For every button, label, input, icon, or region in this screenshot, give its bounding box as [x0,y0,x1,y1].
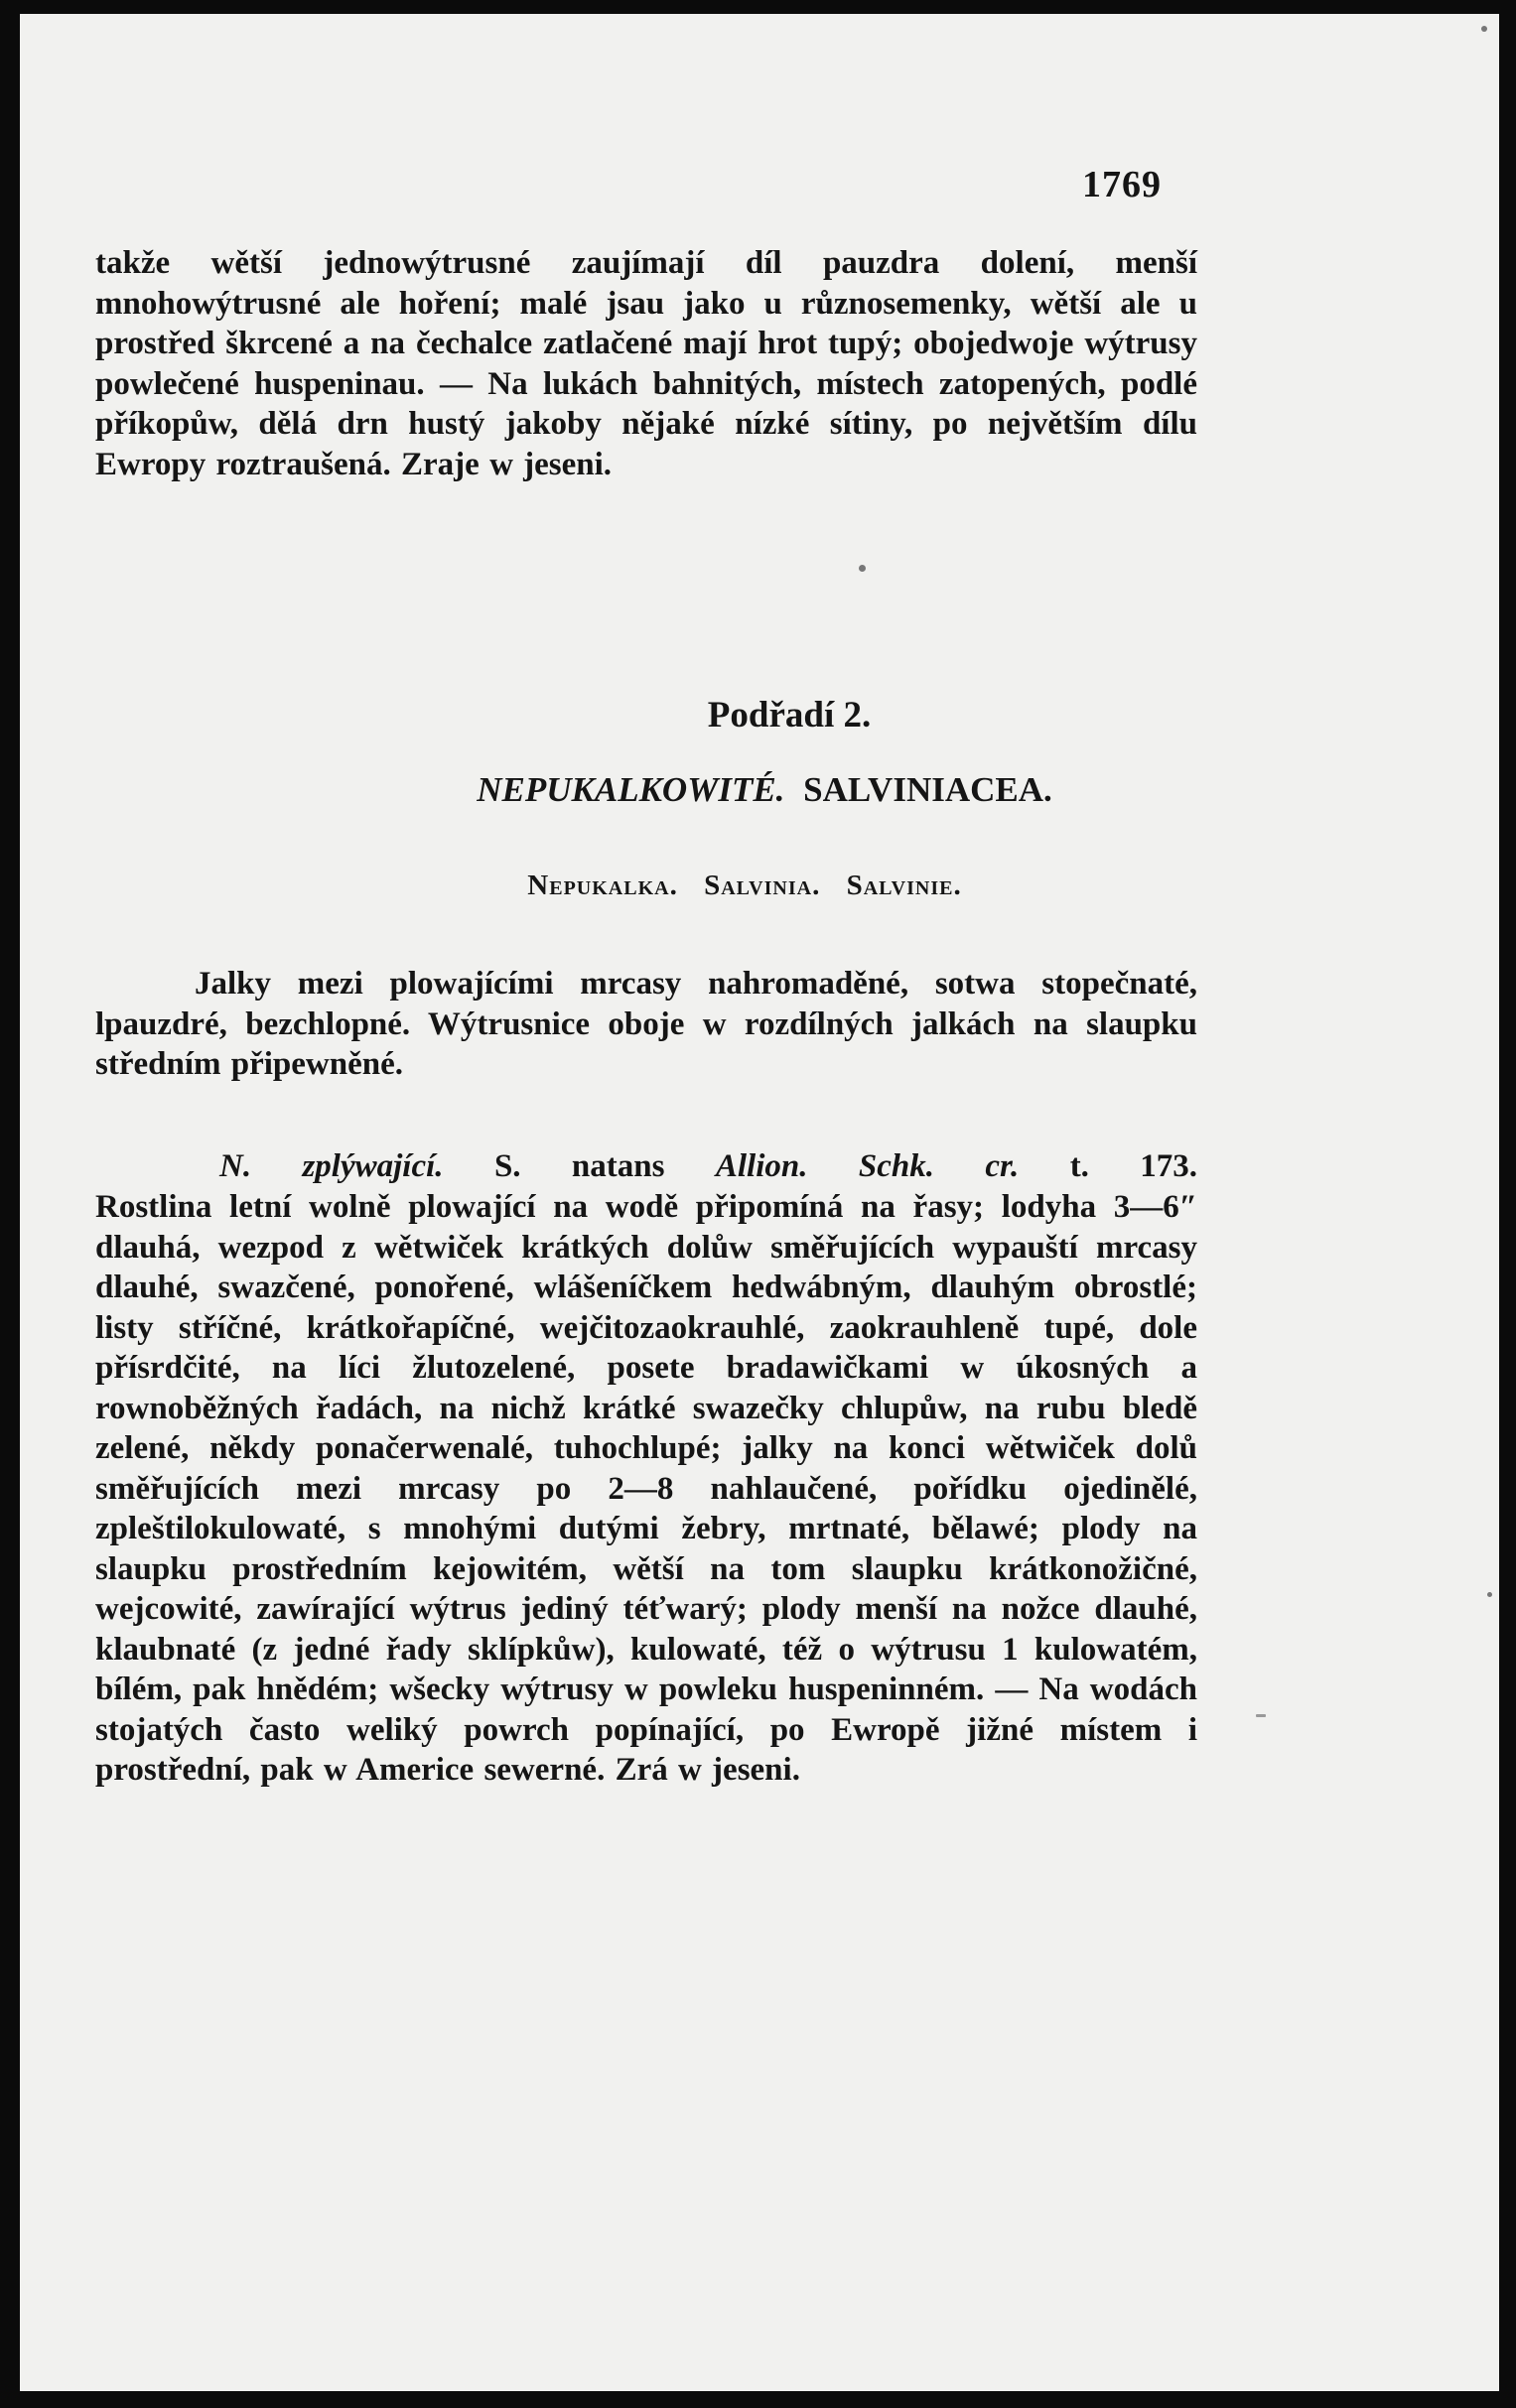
species-description: Rostlina letní wolně plowající na wodě připomíná na řasy; lodyha 3—6″ dlauhá, wezpod z wětwiček krátkých dolůw směřujících wypauští mrcasy dlauhé, swazčené, ponořené, wlášeníčkem hedwábným, dlauhým obrostlé; listy stříčné, krátkořapíčné, wejčitozaokrauhlé, zaokrauhleně tupé, dole přísrdčité, na líci žlutozelené, posete bradawičkami w úkosných a rownoběžných řadách, na nichž krátké swazečky chlupůw, na rubu bledě zelené, někdy ponačerwenalé, tuhochlupé; jalky na konci wětwiček dolů směřujících mezi mrcasy po 2—8 nahlaučené, pořídku ojedinělé, zpleštilokulowaté, s mnohými dutými žebry, mrtnaté, bělawé; plody na slaupku prostředním kejowitém, wětší na tom slaupku krátkonožičné, wejcowité, zawírající wýtrus jediný téťwarý; plody menší na nožce dlauhé, klaubnaté (z jedné řady sklípkůw), kulowaté, též o wýtrusu 1 kulowatém, bílém, pak hnědém; wšecky wýtrusy w powleku huspeninném. — Na wodách stojatých často weliký powrch popínající, po Ewropě jižné místem i prostřední, pak w Americe sewerné. Zrá w jeseni. [95,1189,1197,1788]
genus-alt-name: Salvinie. [846,870,962,901]
scan-speck [1256,1714,1266,1717]
family-czech-name: NEPUKALKOWITÉ. [477,770,785,809]
paragraph-continuation: takže wětší jednowýtrusné zaujímají díl pauzdra dolení, menší mnohowýtrusné ale hoření; malé jsau jako u různosemenky, wětší ale u prostřed škrcené a na čechalce zatlačené mají hrot tupý; obojedwoje wýtrusy powlečené huspeninau. — Na lukách bahnitých, místech zatopených, podlé příkopůw, dělá drn hustý jakoby nějaké nízké sítiny, po největším dílu Ewropy roztraušená. Zraje w jeseni. [95,245,1197,482]
book-page [20,14,1499,2391]
order-heading: Podřadí 2. [707,695,872,736]
species-latin-name: S. natans [493,1148,665,1184]
species-reference-author: Schk. [858,1148,934,1184]
scan-speck [1487,1592,1492,1597]
page-number: 1769 [1082,164,1162,205]
genus-heading [20,870,1499,902]
family-heading [20,770,1499,810]
scan-speck [859,565,866,572]
species-reference-plate: t. 173. [1069,1148,1198,1184]
species-czech-name: N. zplýwající. [219,1148,444,1184]
genus-czech-name: Nepukalka. [527,870,678,901]
family-latin-name: SALVINIACEA. [803,770,1052,809]
species-heading [95,1146,1197,1187]
scan-speck [1481,26,1487,32]
genus-description: Jalky mezi plowajícími mrcasy nahromaděné, sotwa stopečnaté, lpauzdré, bezchlopné. Wýtrusnice oboje w rozdílných jalkách na slaupku středním připewněné. [95,966,1197,1082]
species-authority: Allion. [715,1148,808,1184]
species-reference-book: cr. [985,1148,1020,1184]
genus-latin-name: Salvinia. [704,870,821,901]
